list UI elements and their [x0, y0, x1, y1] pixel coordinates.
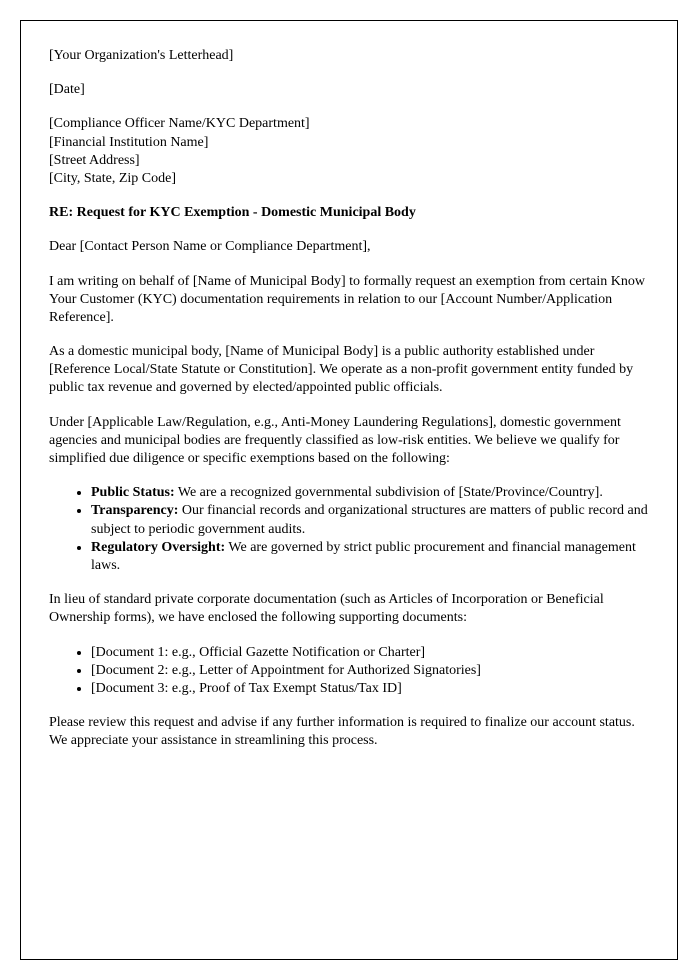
list-item: • [Document 3: e.g., Proof of Tax Exempt Status/Tax ID]	[91, 680, 649, 698]
list-item	[91, 539, 649, 575]
bullet-text: We are a recognized governmental subdivision of [State/Province/Country].	[177, 485, 603, 501]
document-bullet-list	[49, 644, 649, 699]
recipient-line: [City, State, Zip Code]	[49, 170, 177, 186]
list-item: • [Document 1: e.g., Official Gazette Notification or Charter]	[91, 644, 649, 662]
list-item	[91, 484, 649, 502]
date-placeholder: [Date]	[49, 82, 85, 98]
paragraph-body: As a domestic municipal body, [Name of Municipal Body] is a public authority established under [Reference Local/State Statute or Constitution]. We operate as a non-profit government entity funded by public tax revenue and governed by elected/appointed public officials.	[49, 344, 634, 396]
list-item: • [Document 2: e.g., Letter of Appointment for Authorized Signatories]	[91, 662, 649, 680]
bullet-text: Our financial records and organizational structures are matters of public record and subject to periodic government audits.	[91, 503, 648, 537]
list-item	[91, 502, 649, 538]
recipient-line: [Compliance Officer Name/KYC Department]	[49, 116, 310, 132]
recipient-line: [Financial Institution Name]	[49, 134, 209, 150]
recipient-line: [Street Address]	[49, 152, 140, 168]
recipient-address-block	[49, 115, 649, 188]
paragraph-regulation: Under [Applicable Law/Regulation, e.g., Anti-Money Laundering Regulations], domestic government agencies and municipal bodies are frequently classified as low-risk entities. We believe we qualify for simplified due diligence or specific exemptions based on the following:	[49, 414, 621, 466]
letter-page	[20, 20, 678, 960]
subject-line: RE: Request for KYC Exemption - Domestic Municipal Body	[49, 205, 416, 221]
letter-body	[49, 47, 649, 750]
bullet-label: Public Status:	[91, 485, 175, 501]
bullet-label: Regulatory Oversight:	[91, 539, 226, 555]
bullet-text: We are governed by strict public procurement and financial management laws.	[91, 539, 636, 573]
salutation: Dear [Contact Person Name or Compliance Department],	[49, 239, 371, 255]
qualification-bullet-list	[49, 484, 649, 575]
bullet-label: Transparency:	[91, 503, 179, 519]
paragraph-intro: I am writing on behalf of [Name of Municipal Body] to formally request an exemption from certain Know Your Customer (KYC) documentation requirements in relation to our [Account Number/Application Reference].	[49, 273, 645, 325]
paragraph-closing: Please review this request and advise if any further information is required to finalize our account status. We appreciate your assistance in streamlining this process.	[49, 715, 635, 749]
paragraph-documents: In lieu of standard private corporate documentation (such as Articles of Incorporation or Beneficial Ownership forms), we have enclosed the following supporting documents:	[49, 592, 604, 626]
letterhead-placeholder: [Your Organization's Letterhead]	[49, 48, 234, 63]
